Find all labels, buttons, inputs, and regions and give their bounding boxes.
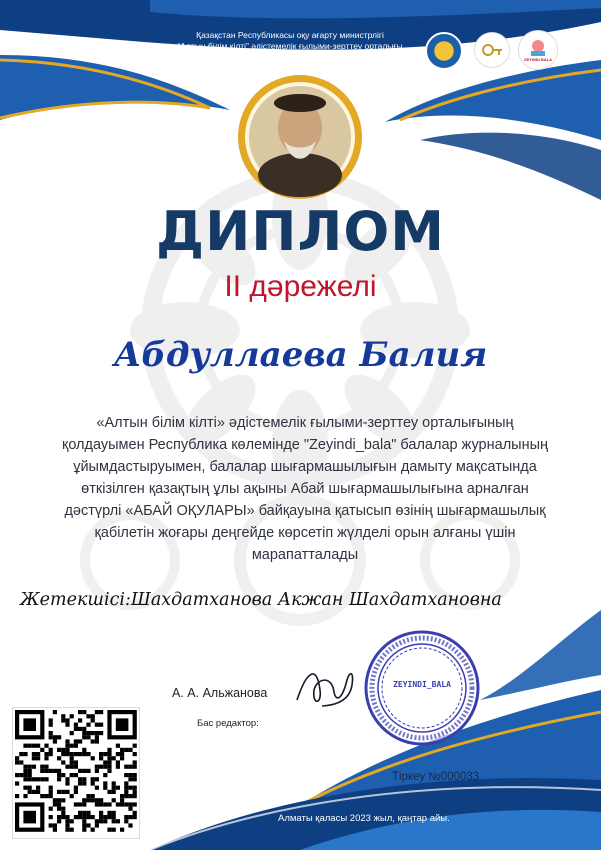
zeyindi-bala-logo-label: ZEYINDI BALA bbox=[524, 56, 552, 62]
body-line: қолдауымен Республика көлемінде "Zeyindi_bala" балалар журналының bbox=[61, 437, 549, 453]
body-line: «Алтын білім кілті» әдістемелік ғылыми-зерттеу орталығының bbox=[96, 415, 514, 431]
portrait-medallion bbox=[238, 75, 362, 199]
award-description bbox=[45, 412, 565, 566]
leader-line: Жетекшісі:Шахдатханова Акжан Шахдатхановна bbox=[20, 590, 502, 610]
body-line: ұйымдастыруымен, балалар шығармашылығын дамыту мақсатында bbox=[73, 459, 537, 475]
signatory-role: Бас редактор: bbox=[197, 718, 259, 729]
body-line: өткізілген қазақтың ұлы ақыны Абай шығармашылығына арналған bbox=[81, 481, 529, 497]
ministry-emblem-logo bbox=[425, 32, 463, 70]
registration-number: Тіркеу №000033 bbox=[392, 771, 480, 783]
qr-code[interactable] bbox=[12, 707, 140, 839]
diploma-degree: ІІ дәрежелі bbox=[224, 270, 377, 303]
header-text bbox=[150, 30, 430, 52]
stamp-center-text: ZEYINDI_BALA bbox=[393, 680, 451, 689]
diploma-title: ДИПЛОМ bbox=[156, 200, 445, 263]
body-line: дәстүрлі «АБАЙ ОҚУЛАРЫ» байқауына қатысып өзінің шығармашылық bbox=[64, 503, 546, 519]
body-line: қабілетін жоғары деңгейде көрсетіп жүлделі орын алғаны үшін bbox=[94, 525, 516, 541]
footer-place-date: Алматы қаласы 2023 жыл, қаңтар айы. bbox=[278, 813, 450, 824]
signatory-name: А. А. Альжанова bbox=[172, 686, 268, 700]
body-line: марапатталады bbox=[251, 547, 359, 563]
header-line-1: Қазақстан Республикасы оқу ағарту министрлігі bbox=[196, 30, 384, 40]
header-line-2: “Алтын білім кілті” әдістемелік ғылыми-зерттеу орталығы bbox=[177, 41, 403, 51]
zeyindi-bala-logo bbox=[518, 30, 558, 70]
altyn-bilim-kilti-logo bbox=[474, 32, 510, 68]
recipient-name: Абдуллаева Балия bbox=[113, 335, 488, 375]
handwritten-signature bbox=[292, 660, 362, 715]
